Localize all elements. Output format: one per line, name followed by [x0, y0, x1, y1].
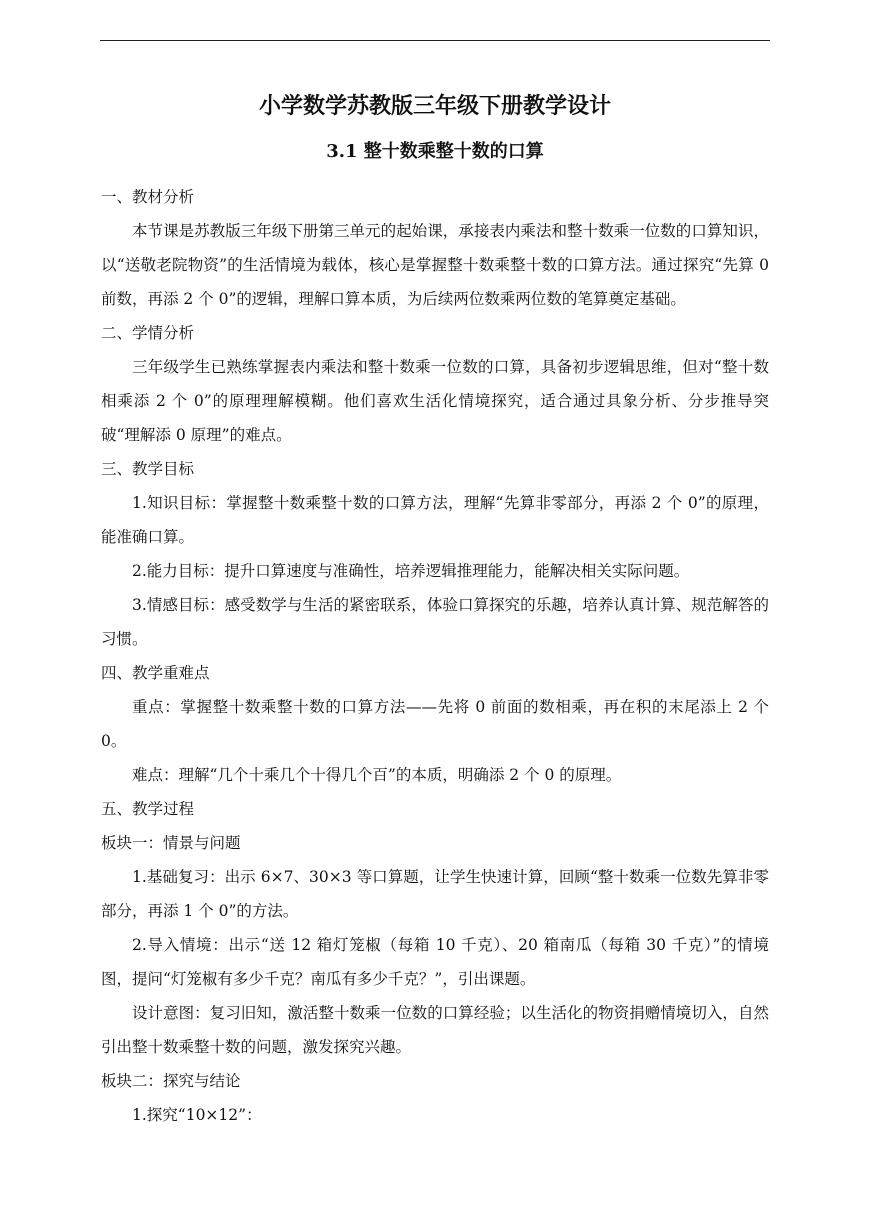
section-heading: 一、教材分析 [101, 188, 195, 206]
section-heading: 二、学情分析 [101, 324, 195, 342]
section-heading: 三、教学目标 [101, 460, 195, 478]
section-heading: 五、教学过程 [101, 800, 195, 818]
section-teaching-process [101, 792, 769, 1132]
paragraph: 本节课是苏教版三年级下册第三单元的起始课，承接表内乘法和整十数乘一位数的口算知识，以“送敬老院物资”的生活情境为载体，核心是掌握整十数乘整十数的口算方法。通过探究“先算 0 前数，再添 2 个 0”的逻辑，理解口算本质，为后续两位数乘两位数的笔算奠定基础。 [101, 222, 769, 308]
paragraph: 1.知识目标：掌握整十数乘整十数的口算方法，理解“先算非零部分，再添 2 个 0”的原理，能准确口算。 [101, 494, 769, 546]
paragraph: 1.基础复习：出示 6×7、30×3 等口算题，让学生快速计算，回顾“整十数乘一位数先算非零部分，再添 1 个 0”的方法。 [101, 868, 769, 920]
document-body [101, 88, 769, 1132]
block-heading: 板块一：情景与问题 [101, 834, 241, 852]
paragraph: 难点：理解“几个十乘几个十得几个百”的本质，明确添 2 个 0 的原理。 [132, 766, 622, 784]
section-heading: 四、教学重难点 [101, 664, 210, 682]
header-rule [100, 40, 770, 41]
section-teaching-goals [101, 452, 769, 656]
paragraph: 2.导入情境：出示“送 12 箱灯笼椒（每箱 10 千克）、20 箱南瓜（每箱 30 千克）”的情境图，提问“灯笼椒有多少千克？南瓜有多少千克？”，引出课题。 [101, 936, 769, 988]
paragraph: 2.能力目标：提升口算速度与准确性，培养逻辑推理能力，能解决相关实际问题。 [132, 562, 690, 580]
lesson-title: 3.1 整十数乘整十数的口算 [326, 141, 544, 162]
section-student-analysis [101, 316, 769, 452]
section-textbook-analysis [101, 180, 769, 316]
block-heading: 板块二：探究与结论 [101, 1072, 241, 1090]
paragraph: 三年级学生已熟练掌握表内乘法和整十数乘一位数的口算，具备初步逻辑思维，但对“整十数相乘添 2 个 0”的原理理解模糊。他们喜欢生活化情境探究，适合通过具象分析、分步推导突破“理解添 0 原理”的难点。 [101, 358, 769, 444]
document-title: 小学数学苏教版三年级下册教学设计 [258, 93, 611, 119]
paragraph: 1.探究“10×12”： [132, 1106, 262, 1124]
paragraph: 重点：掌握整十数乘整十数的口算方法——先将 0 前面的数相乘，再在积的末尾添上 2 个 0。 [101, 698, 769, 750]
section-key-difficult-points [101, 656, 769, 792]
paragraph: 3.情感目标：感受数学与生活的紧密联系，体验口算探究的乐趣，培养认真计算、规范解答的习惯。 [101, 596, 769, 648]
paragraph: 设计意图：复习旧知，激活整十数乘一位数的口算经验；以生活化的物资捐赠情境切入，自然引出整十数乘整十数的问题，激发探究兴趣。 [101, 1004, 769, 1056]
